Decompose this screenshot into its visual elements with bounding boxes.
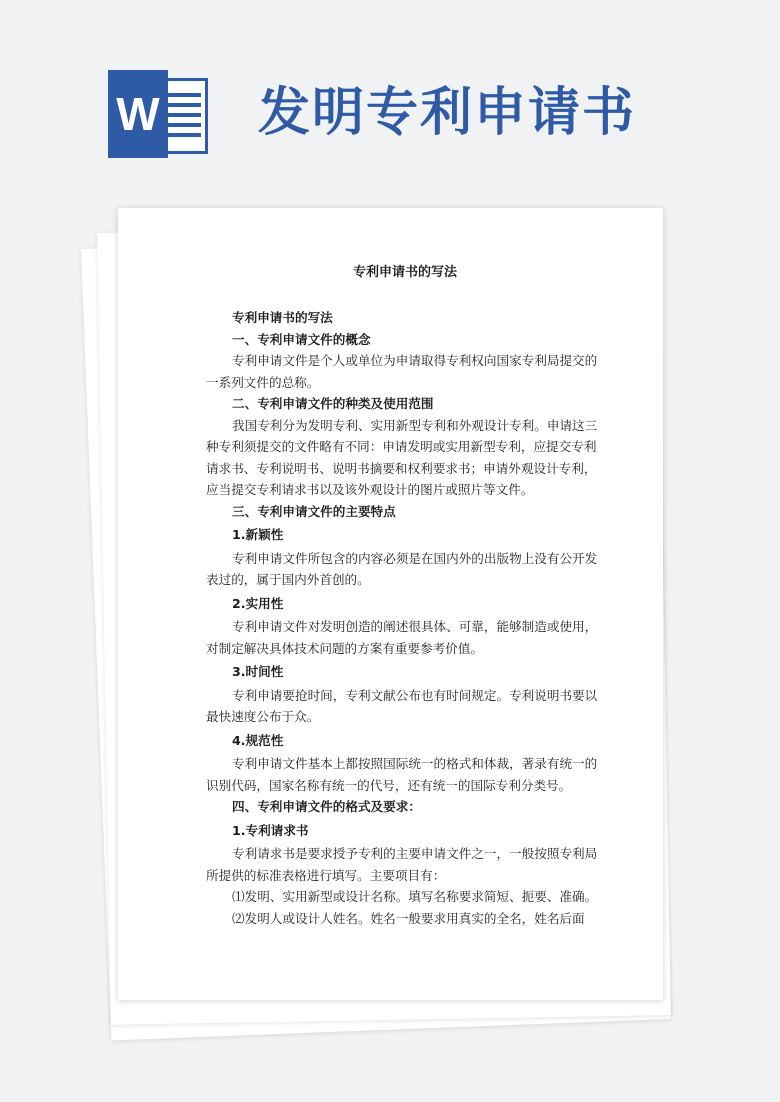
section-heading: 一、专利申请文件的概念 [232, 331, 371, 347]
document-content [206, 307, 604, 929]
banner-header [0, 0, 780, 200]
section-heading: 专利申请书的写法 [232, 310, 333, 325]
document-page [118, 208, 663, 1000]
paragraph: 专利申请要抢时间，专利文献公布也有时间规定。专利说明书要以最快速度公布于众。 [206, 687, 598, 724]
section-heading: 三、专利申请文件的主要特点 [232, 503, 396, 519]
subheading: 1.新颖性 [232, 527, 284, 542]
word-icon-badge: W [108, 70, 168, 158]
subheading: 2.实用性 [232, 595, 284, 611]
paragraph: 我国专利分为发明专利、实用新型专利和外观设计专利。申请这三种专利须提交的文件略有不同：申请发明或实用新型专利，应提交专利请求书、专利说明书、说明书摘要和权利要求书；申请外观设计专利，应当提交专利请求书以及该外观设计的图片或照片等文件。 [206, 417, 598, 497]
paragraph: 专利申请文件基本上都按照国际统一的格式和体裁，著录有统一的识别代码，国家名称有统一的代号，还有统一的国际专利分类号。 [206, 756, 598, 793]
word-app-icon [108, 70, 212, 158]
subheading: 1.专利请求书 [232, 822, 309, 838]
section-heading: 四、专利申请文件的格式及要求： [232, 799, 421, 814]
banner-title: 发明专利申请书 [258, 82, 637, 143]
paragraph: 专利请求书是要求授予专利的主要申请文件之一，一般按照专利局所提供的标准表格进行填写。主要项目有： [206, 846, 598, 883]
subheading: 4.规范性 [232, 732, 284, 748]
paragraph: ⑴发明、实用新型或设计名称。填写名称要求简短、扼要、准确。 [232, 889, 598, 904]
document-body [206, 263, 604, 929]
paragraph: ⑵发明人或设计人姓名。姓名一般要求用真实的全名，姓名后面 [232, 910, 585, 926]
subheading: 3.时间性 [232, 664, 284, 679]
section-heading: 二、专利申请文件的种类及使用范围 [232, 396, 434, 411]
paragraph: 专利申请文件所包含的内容必须是在国内外的出版物上没有公开发表过的，属于国内外首创的。 [206, 550, 598, 587]
paragraph: 专利申请文件对发明创造的阐述很具体、可靠，能够制造或使用，对制定解决具体技术问题的方案有重要参考价值。 [206, 619, 598, 656]
document-title: 专利申请书的写法 [352, 265, 457, 280]
paragraph: 专利申请文件是个人或单位为申请取得专利权向国家专利局提交的一系列文件的总称。 [206, 353, 598, 390]
